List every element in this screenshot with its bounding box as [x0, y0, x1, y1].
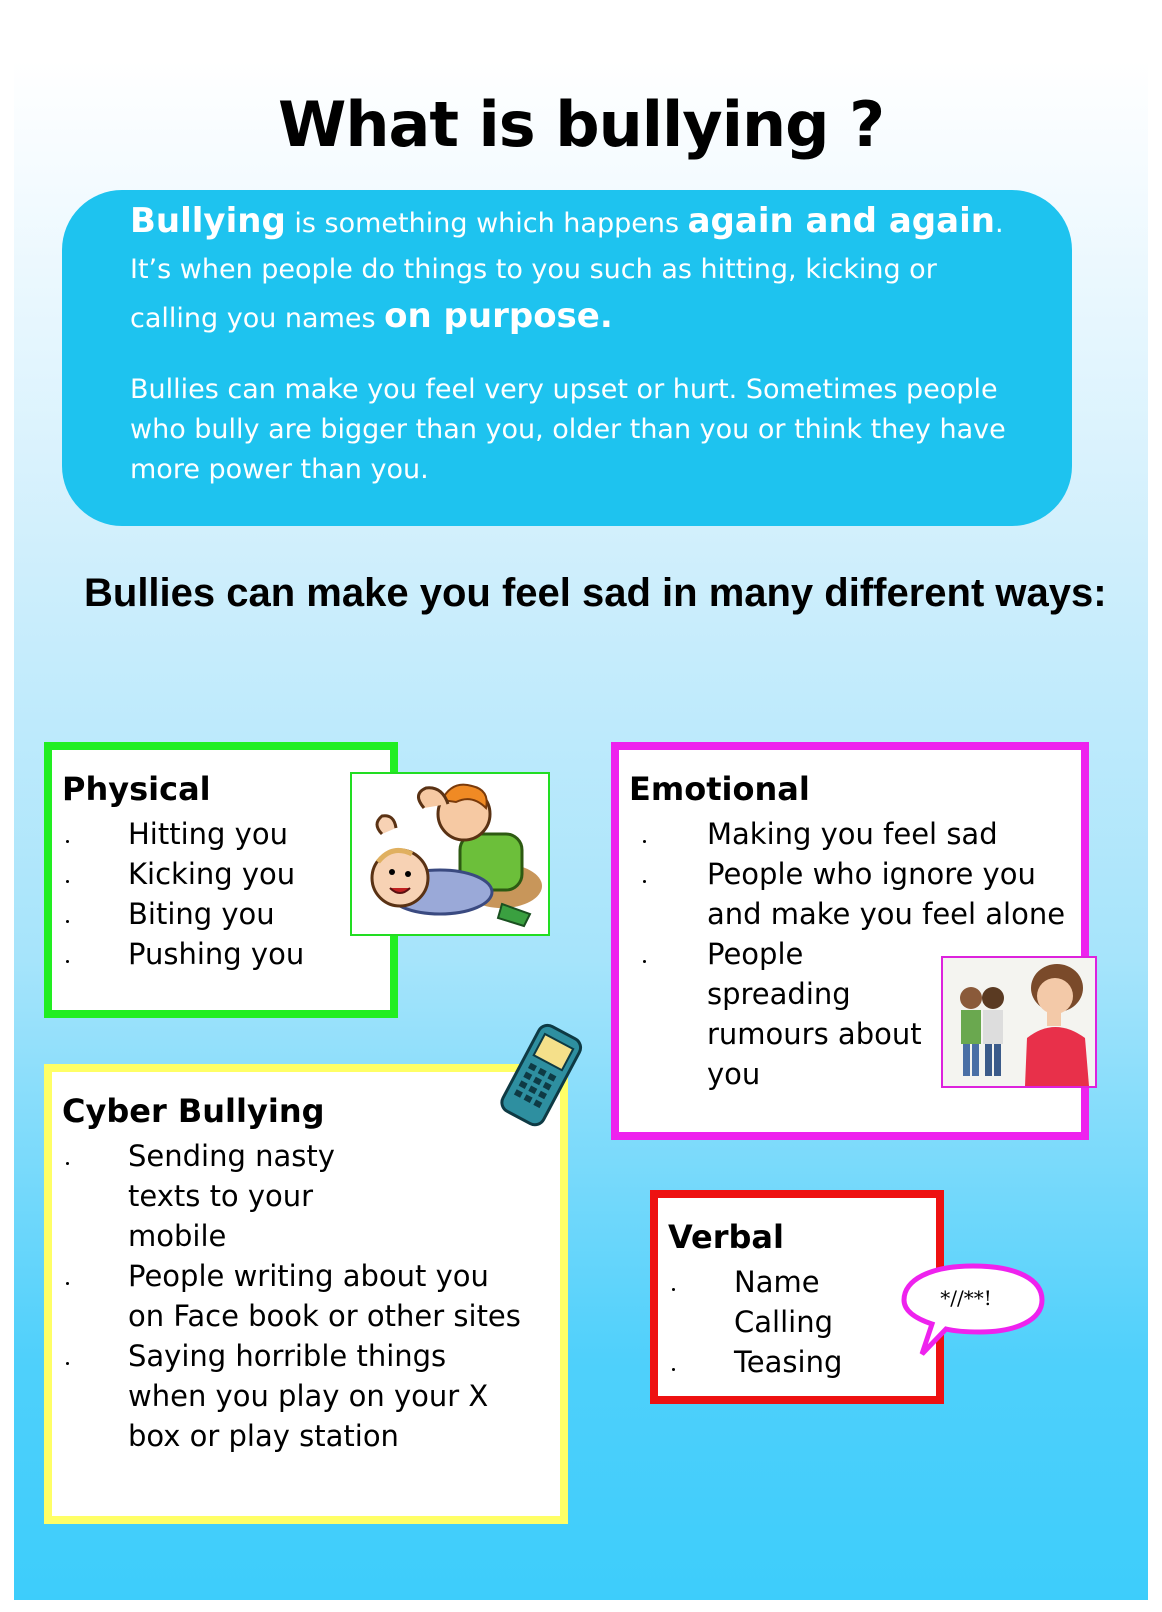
list-item: Kicking you — [52, 854, 382, 894]
intro-paragraph-1 — [130, 198, 1030, 342]
intro-paragraph-2: Bullies can make you feel very upset or hurt. Sometimes people who bully are bigger than you, older than you or think they have more power than you. — [130, 374, 1006, 485]
list-item: Saying horrible things when you play on your X box or play station — [52, 1336, 528, 1456]
intro-keyword-on-purpose: on purpose. — [384, 296, 613, 336]
page-title: What is bullying ? — [277, 88, 885, 161]
list-item: Name Calling — [658, 1262, 844, 1342]
list-item: People who ignore you and make you feel alone — [629, 854, 1089, 934]
physical-list — [52, 814, 382, 974]
cyber-bullying-heading: Cyber Bullying — [62, 1092, 325, 1130]
list-item: Biting you — [52, 894, 382, 934]
list-item: Making you feel sad — [629, 814, 1089, 854]
mobile-phone-icon — [484, 1018, 590, 1148]
intro-box — [62, 190, 1072, 526]
list-item: Teasing — [658, 1342, 948, 1382]
list-item: Pushing you — [52, 934, 382, 974]
intro-keyword-bullying: Bullying — [130, 201, 286, 241]
intro-text-2: . It’s when people do things to you such as hitting, kicking or calling you names — [130, 208, 1004, 334]
fighting-children-image — [350, 772, 550, 936]
list-item: Hitting you — [52, 814, 382, 854]
intro-keyword-again: again and again — [687, 201, 995, 241]
physical-heading: Physical — [62, 770, 211, 808]
cyber-bullying-list — [52, 1136, 562, 1456]
verbal-heading: Verbal — [668, 1218, 784, 1256]
speech-bubble-icon — [900, 1260, 1046, 1360]
emotional-heading: Emotional — [629, 770, 810, 808]
section-subheading: Bullies can make you feel sad in many different ways: — [84, 571, 1107, 615]
list-item: People writing about you on Face book or other sites — [52, 1256, 528, 1336]
intro-text-1: is something which happens — [285, 208, 688, 239]
girls-whispering-image — [941, 956, 1097, 1088]
list-item: People spreading rumours about you — [629, 934, 927, 1094]
speech-bubble-text: *//**! — [940, 1286, 992, 1310]
list-item: Sending nasty texts to your mobile — [52, 1136, 348, 1256]
girls-whispering-icon — [943, 958, 1095, 1086]
fighting-children-icon — [352, 774, 548, 934]
physical-box — [44, 742, 398, 1018]
